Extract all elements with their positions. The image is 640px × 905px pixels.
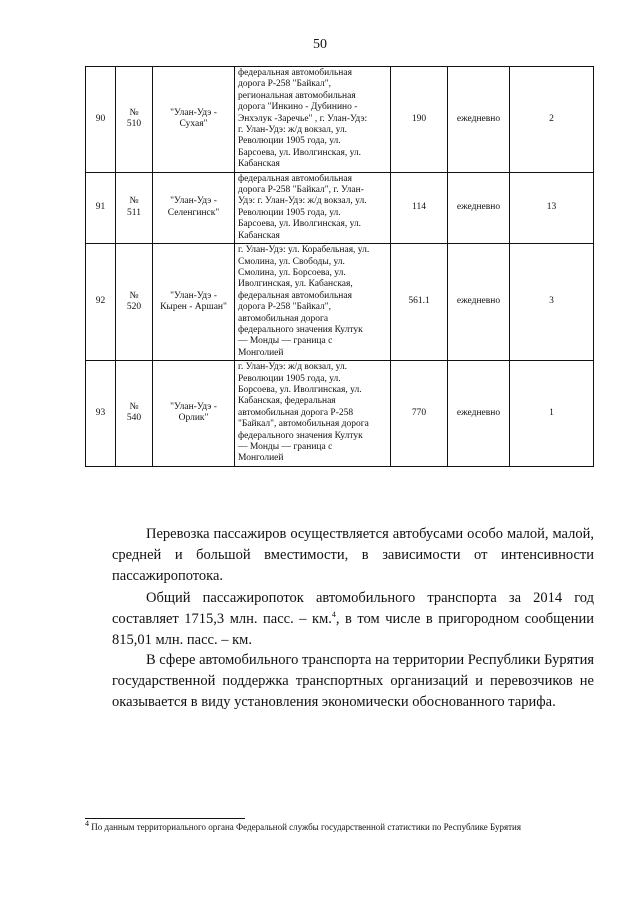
route-frequency-cell: ежедневно: [448, 172, 510, 243]
route-path-line: федерального значения Култук: [238, 324, 363, 335]
route-frequency-cell: ежедневно: [448, 244, 510, 361]
routes-table: [85, 66, 594, 467]
route-name-cell: "Улан-Удэ - Сухая": [153, 67, 235, 173]
route-path-cell: [235, 67, 391, 173]
row-number-cell: 90: [86, 67, 116, 173]
route-path-line: Революции 1905 года, ул.: [238, 136, 341, 147]
route-code-cell: [116, 361, 153, 467]
route-path-line: Энхэлук -Заречье" , г. Улан-Удэ:: [238, 113, 368, 124]
trips-count-cell: 3: [510, 244, 594, 361]
route-code-symbol: №: [129, 196, 139, 207]
route-code-cell: [116, 244, 153, 361]
route-path-line: Борсоева, ул. Иволгинская, ул.: [238, 384, 362, 395]
table-row: [86, 67, 594, 173]
route-path-cell: [235, 172, 391, 243]
route-frequency-cell: ежедневно: [448, 67, 510, 173]
routes-table-body: [86, 67, 594, 467]
route-name-cell: "Улан-Удэ - Орлик": [153, 361, 235, 467]
route-path-line: дорога Р-258 "Байкал",: [238, 302, 332, 313]
route-frequency-cell: ежедневно: [448, 361, 510, 467]
table-row: [86, 244, 594, 361]
route-path-line: Революции 1905 года, ул.: [238, 207, 341, 218]
paragraph-state-support: [112, 650, 594, 713]
route-path-line: дорога Р-258 "Байкал",: [238, 79, 332, 90]
row-number-cell: 93: [86, 361, 116, 467]
route-name-cell: "Улан-Удэ - Селенгинск": [153, 172, 235, 243]
route-code-cell: [116, 67, 153, 173]
route-path-line: Революции 1905 года, ул.: [238, 373, 341, 384]
paragraph-text: В сфере автомобильного транспорта на территории Республики Бурятия государственной поддержка транспортных организаций и перевозчиков не оказывается в виду установления экономически обоснованного тарифа.: [112, 652, 594, 710]
footnote-reference[interactable]: 4: [331, 610, 336, 620]
route-path-line: Барсоева, ул. Иволгинская, ул.: [238, 147, 362, 158]
route-path-line: г. Улан-Удэ: ж/д вокзал, ул.: [238, 125, 348, 136]
route-path-cell: [235, 361, 391, 467]
route-path-line: федеральная автомобильная: [238, 68, 352, 78]
route-path-line: г. Улан-Удэ: ж/д вокзал, ул.: [238, 362, 348, 373]
route-path-line: дорога Р-258 "Байкал", г. Улан-: [238, 185, 364, 196]
footnote: [85, 819, 593, 833]
route-code-number: 540: [126, 413, 142, 424]
row-number-cell: 91: [86, 172, 116, 243]
route-code-cell: [116, 172, 153, 243]
route-path-line: "Байкал", автомобильная дорога: [238, 419, 369, 430]
route-path-line: г. Улан-Удэ: ул. Корабельная, ул.: [238, 245, 370, 256]
footnote-marker: 4: [85, 819, 89, 828]
route-code-number: 520: [126, 302, 142, 313]
paragraph-text: [112, 588, 594, 651]
route-path-line: Иволгинская, ул. Кабанская,: [238, 279, 353, 290]
route-code-number: 511: [127, 207, 141, 218]
route-path-cell: [235, 244, 391, 361]
trips-count-cell: 1: [510, 361, 594, 467]
route-length-cell: 770: [391, 361, 448, 467]
route-length-cell: 561.1: [391, 244, 448, 361]
paragraph-text: Перевозка пассажиров осуществляется автобусами особо малой, малой, средней и большой вместимости, в зависимости от интенсивности пассажиропотока.: [112, 526, 594, 584]
route-code-symbol: №: [129, 107, 139, 118]
route-path-line: Монголией: [238, 453, 284, 464]
route-path-line: региональная автомобильная: [238, 90, 356, 101]
table-row: [86, 172, 594, 243]
route-path-line: Смолина, ул. Свободы, ул.: [238, 256, 345, 267]
route-code-symbol: №: [129, 402, 139, 413]
route-length-cell: 190: [391, 67, 448, 173]
route-path-line: Смолина, ул. Борсоева, ул.: [238, 267, 346, 278]
route-length-cell: 114: [391, 172, 448, 243]
route-path-line: Монголией: [238, 347, 284, 358]
paragraph-transport-types: [112, 524, 594, 587]
route-path-line: Удэ: г. Улан-Удэ: ж/д вокзал, ул.: [238, 196, 367, 207]
page-number: 50: [313, 37, 327, 52]
route-path-line: федерального значения Култук: [238, 430, 363, 441]
route-path-line: — Монды — граница с: [238, 442, 333, 452]
trips-count-cell: 2: [510, 67, 594, 173]
table-row: [86, 361, 594, 467]
route-path-line: Барсоева, ул. Иволгинская, ул.: [238, 219, 362, 230]
trips-count-cell: 13: [510, 172, 594, 243]
footnote-text: По данным территориального органа Федеральной службы государственной статистики по Республике Бурятия: [91, 822, 521, 832]
footnote-divider: [85, 818, 245, 819]
route-path-line: автомобильная дорога: [238, 313, 329, 324]
route-path-line: автомобильная дорога Р-258: [238, 407, 354, 418]
route-path-line: федеральная автомобильная: [238, 173, 352, 184]
route-path-line: Кабанская, федеральная: [238, 396, 336, 407]
paragraph-text-start: Общий пассажиропоток автомобильного транспорта за 2014 год составляет 1715,3 млн. пасс. – км.: [112, 590, 594, 627]
route-path-line: федеральная автомобильная: [238, 290, 352, 301]
route-code-number: 510: [126, 119, 142, 130]
paragraph-text-end: , в том числе в пригородном сообщении 815,01 млн. пасс. – км.: [112, 611, 594, 648]
route-path-line: — Монды — граница с: [238, 336, 333, 347]
route-name-cell: "Улан-Удэ - Кырен - Аршан": [153, 244, 235, 361]
route-path-line: дорога "Инкино - Дубинино -: [238, 102, 358, 113]
paragraph-passenger-flow: [112, 588, 594, 651]
route-path-line: Кабанская: [238, 159, 280, 170]
row-number-cell: 92: [86, 244, 116, 361]
route-path-line: Кабанская: [238, 230, 280, 241]
route-code-symbol: №: [129, 290, 139, 301]
